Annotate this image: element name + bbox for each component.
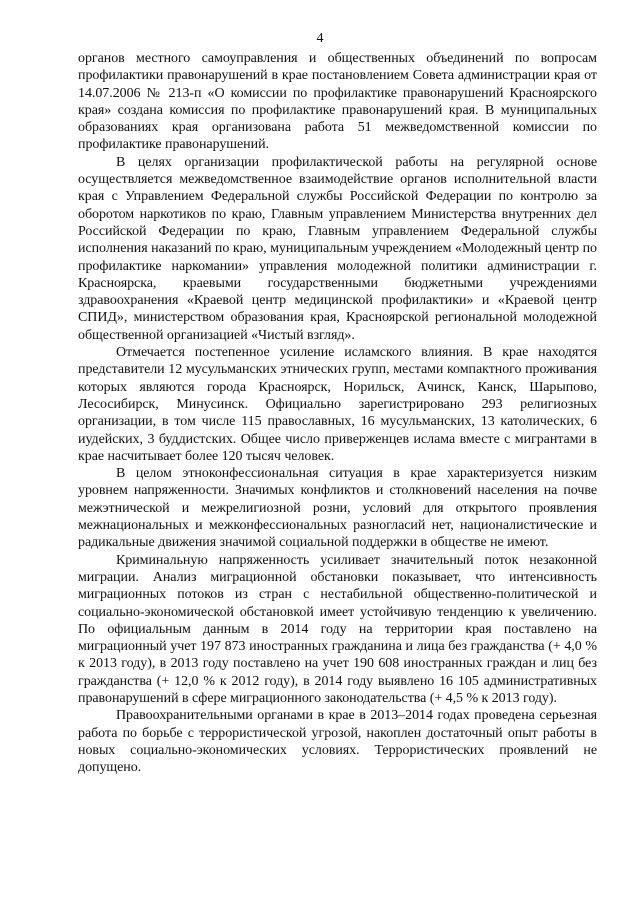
- paragraph-commission: органов местного самоуправления и общественных объединений по вопросам профилактики правонарушений в крае постановлением Совета администрации края от 14.07.2006 № 213-п «О комиссии по профилактике правонарушений Красноярского края» создана комиссия по профилактике правонарушений края. В муниципальных образованиях края организована работа 51 межведомственной комиссии по профилактике правонарушений.: [78, 51, 597, 153]
- paragraph-interagency-cooperation: В целях организации профилактической работы на регулярной основе осуществляется межведомственное взаимодействие органов исполнительной власти края с Управлением Федеральной службы Российской Федерации по контролю за оборотом наркотиков по краю, Главным управлением Министерства внутренних дел Российской Федерации по краю, Главным управлением Федеральной службы исполнения наказаний по краю, муниципальным учреждением «Молодежный центр по профилактике наркомании» управления молодежной политики администрации г. Красноярска, краевыми государственными бюджетными учреждениями здравоохранения «Краевой центр медицинской профилактики» и «Краевой центр СПИД», министерством образования края, Красноярской региональной молодежной общественной организацией «Чистый взгляд».: [78, 154, 597, 343]
- paragraph-counter-terrorism: Правоохранительными органами в крае в 2013–2014 годах проведена серьезная работа по борьбе с террористической угрозой, накоплен достаточный опыт работы в новых социально-экономических условиях. Террористических проявлений не допущено.: [78, 708, 597, 776]
- page-number: 4: [316, 31, 324, 46]
- body-text: [78, 50, 597, 776]
- paragraph-ethnoconfessional-situation: В целом этноконфессиональная ситуация в крае характеризуется низким уровнем напряженности. Значимых конфликтов и столкновений населения на почве межэтнической и межрелигиозной розни, условий для открытого проявления межнациональных и межконфессиональных разногласий нет, националистические и радикальные движения значимой социальной поддержки в обществе не имеют.: [78, 466, 597, 551]
- paragraph-illegal-migration: Криминальную напряженность усиливает значительный поток незаконной миграции. Анализ миграционной обстановки показывает, что интенсивность миграционных потоков из стран с нестабильной общественно-политической и социально-экономической обстановкой имеет устойчивую тенденцию к увеличению. По официальным данным в 2014 году на территории края поставлено на миграционный учет 197 873 иностранных гражданина и лица без гражданства (+ 4,0 % к 2013 году), в 2013 году поставлено на учет 190 608 иностранных граждан и лиц без гражданства (+ 12,0 % к 2012 году), в 2014 году выявлено 16 105 административных правонарушений в сфере миграционного законодательства (+ 4,5 % к 2013 году).: [78, 552, 597, 706]
- paragraph-islamic-influence: Отмечается постепенное усиление исламского влияния. В крае находятся представители 12 мусульманских этнических групп, местами компактного проживания которых являются города Красноярск, Норильск, Ачинск, Канск, Шарыпово, Лесосибирск, Минусинск. Официально зарегистрировано 293 религиозных организации, в том числе 115 православных, 16 мусульманских, 13 католических, 6 иудейских, 3 буддистских. Общее число приверженцев ислама вместе с мигрантами в крае насчитывает более 120 тысяч человек.: [78, 345, 597, 464]
